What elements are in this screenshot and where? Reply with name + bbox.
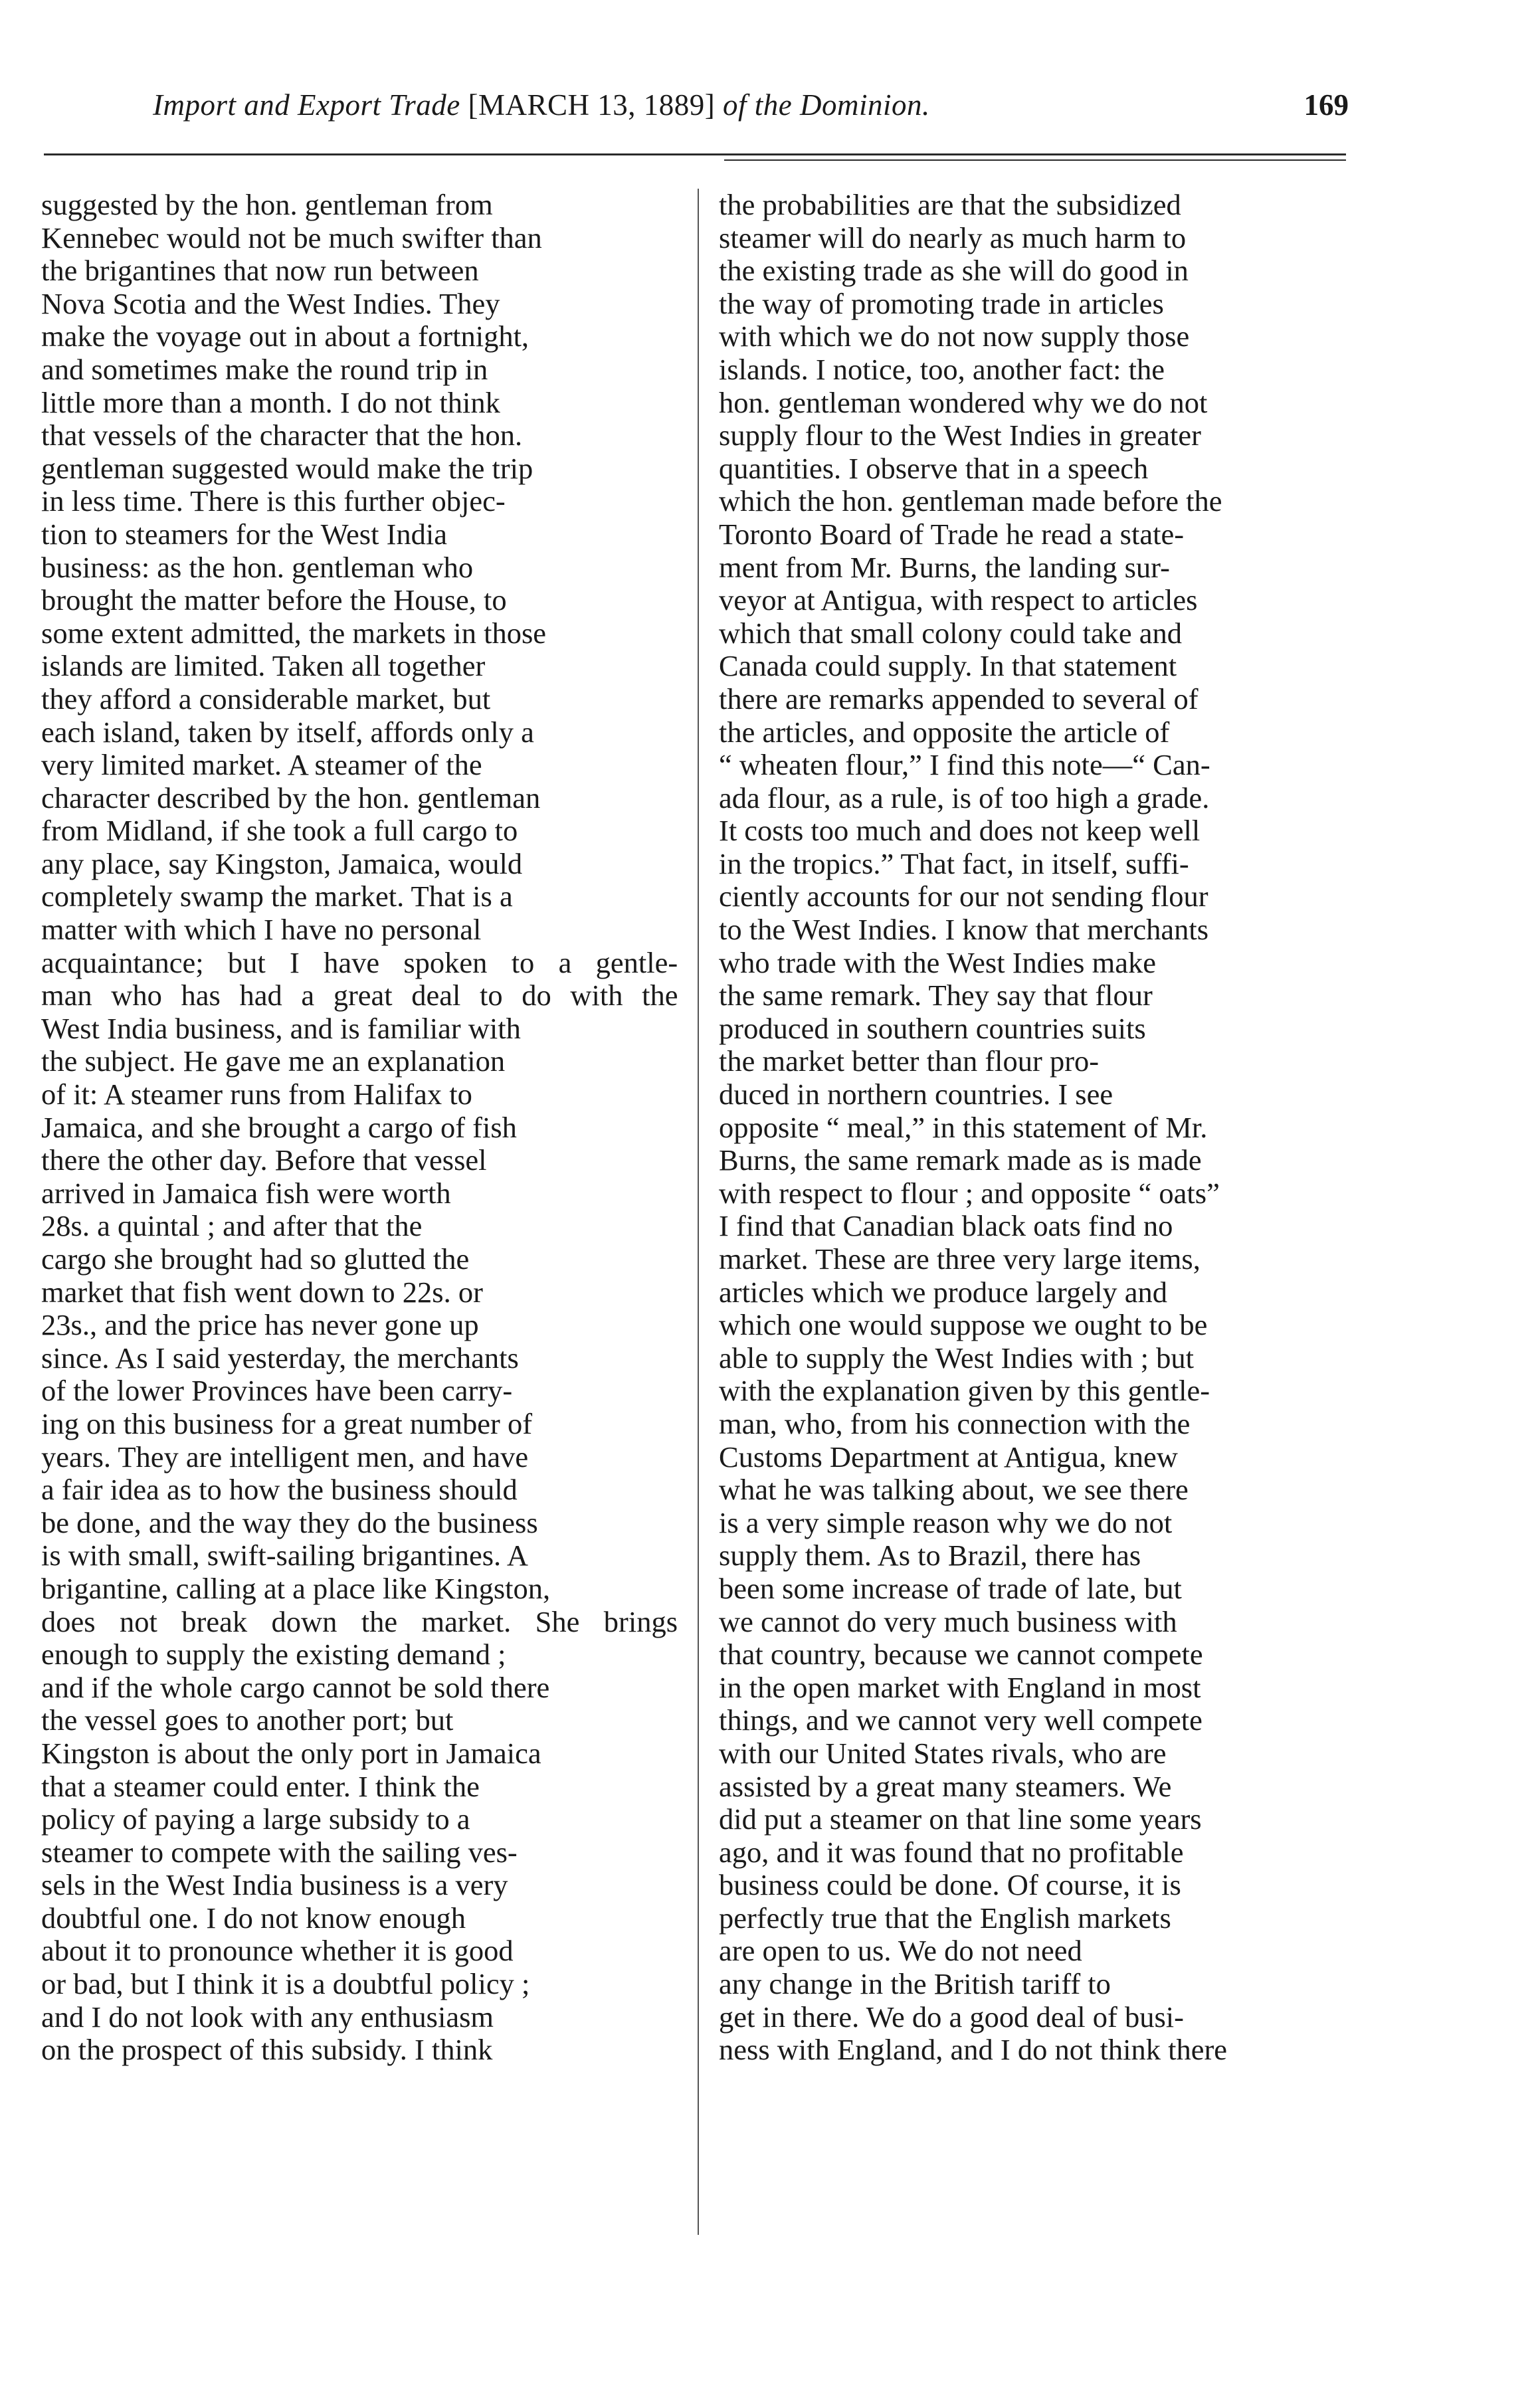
running-title-part1: Import and Export Trade [153, 88, 460, 122]
text-line: since. As I said yesterday, the merchants [41, 1341, 519, 1375]
text-line: quantities. I observe that in a speech [719, 452, 1149, 485]
text-line: market that fish went down to 22s. or [41, 1276, 483, 1309]
text-line: business: as the hon. gentleman who [41, 551, 474, 584]
text-line: from Midland, if she took a full cargo to [41, 814, 518, 848]
text-line: of the lower Provinces have been carry- [41, 1375, 513, 1408]
text-line: in the open market with England in most [719, 1671, 1201, 1704]
text-line: supply them. As to Brazil, there has [719, 1539, 1141, 1573]
text-line: which one would suppose we ought to be [719, 1309, 1208, 1342]
text-line: does not break down the market. She brings [41, 1605, 678, 1638]
text-line: that a steamer could enter. I think the [41, 1770, 480, 1803]
running-title-date: [MARCH 13, 1889] [468, 88, 716, 122]
text-line: Kingston is about the only port in Jamaica [41, 1737, 541, 1770]
running-title [153, 85, 930, 125]
left-column [41, 189, 678, 2067]
text-line: or bad, but I think it is a doubtful policy ; [41, 1968, 530, 2001]
text-line: produced in southern countries suits [719, 1012, 1146, 1045]
text-line: acquaintance; but I have spoken to a gentle- [41, 946, 678, 979]
text-line: been some increase of trade of late, but [719, 1572, 1182, 1605]
text-line: are open to us. We do not need [719, 1935, 1082, 1968]
text-line: in less time. There is this further objec- [41, 485, 506, 518]
header-rule-secondary [724, 159, 1346, 161]
text-line: make the voyage out in about a fortnight, [41, 320, 529, 353]
text-line: West India business, and is familiar with [41, 1012, 521, 1045]
text-line: islands are limited. Taken all together [41, 650, 486, 683]
text-line: to the West Indies. I know that merchants [719, 913, 1209, 947]
text-line: suggested by the hon. gentleman from [41, 189, 493, 221]
text-line: very limited market. A steamer of the [41, 749, 482, 782]
text-line: Jamaica, and she brought a cargo of fish [41, 1111, 517, 1144]
text-line: the market better than flour pro- [719, 1045, 1100, 1078]
text-line: there are remarks appended to several of [719, 682, 1199, 716]
text-line: 23s., and the price has never gone up [41, 1309, 479, 1342]
text-line: market. These are three very large items, [719, 1243, 1201, 1276]
text-line: enough to supply the existing demand ; [41, 1638, 506, 1671]
text-line: they afford a considerable market, but [41, 682, 491, 716]
text-line: brigantine, calling at a place like Kingston, [41, 1572, 551, 1605]
text-line: tion to steamers for the West India [41, 518, 448, 551]
text-line: with our United States rivals, who are [719, 1737, 1167, 1770]
column-divider [698, 189, 699, 2235]
text-line: doubtful one. I do not know enough [41, 1901, 466, 1935]
text-line: sels in the West India business is a very [41, 1869, 508, 1902]
text-line: the articles, and opposite the article of [719, 716, 1170, 749]
text-line: there the other day. Before that vessel [41, 1144, 487, 1177]
text-line: any change in the British tariff to [719, 1968, 1111, 2001]
text-line: the probabilities are that the subsidized [719, 189, 1181, 221]
text-line: with the explanation given by this gentle- [719, 1375, 1210, 1408]
text-line: get in there. We do a good deal of busi- [719, 2000, 1184, 2034]
text-line: which the hon. gentleman made before the [719, 485, 1222, 518]
text-line: veyor at Antigua, with respect to articles [719, 584, 1198, 617]
text-line: years. They are intelligent men, and have [41, 1440, 529, 1474]
text-line: assisted by a great many steamers. We [719, 1770, 1172, 1803]
text-line: ago, and it was found that no profitable [719, 1836, 1184, 1869]
text-line: ment from Mr. Burns, the landing sur- [719, 551, 1170, 584]
text-line: the subject. He gave me an explanation [41, 1045, 506, 1078]
text-line: Nova Scotia and the West Indies. They [41, 287, 500, 320]
text-line: little more than a month. I do not think [41, 386, 500, 419]
text-line: ada flour, as a rule, is of too high a grade. [719, 781, 1210, 814]
text-line: business could be done. Of course, it is [719, 1869, 1181, 1902]
text-line: the way of promoting trade in articles [719, 287, 1164, 320]
text-line: 28s. a quintal ; and after that the [41, 1210, 423, 1243]
text-line: hon. gentleman wondered why we do not [719, 386, 1208, 419]
text-line: steamer to compete with the sailing ves- [41, 1836, 518, 1869]
text-line: is a very simple reason why we do not [719, 1506, 1173, 1539]
text-line: ciently accounts for our not sending flour [719, 880, 1208, 913]
text-line: and if the whole cargo cannot be sold there [41, 1671, 550, 1704]
text-line: that country, because we cannot compete [719, 1638, 1203, 1671]
text-line: be done, and the way they do the business [41, 1506, 538, 1539]
text-line: man, who, from his connection with the [719, 1407, 1191, 1440]
text-line: perfectly true that the English markets [719, 1901, 1171, 1935]
text-line: completely swamp the market. That is a [41, 880, 513, 913]
text-line: and I do not look with any enthusiasm [41, 2000, 494, 2034]
text-line: supply flour to the West Indies in greater [719, 419, 1201, 452]
text-line: is with small, swift-sailing brigantines. A [41, 1539, 528, 1573]
text-line: matter with which I have no personal [41, 913, 482, 947]
text-line: we cannot do very much business with [719, 1605, 1177, 1638]
text-line: Burns, the same remark made as is made [719, 1144, 1202, 1177]
text-line: Customs Department at Antigua, knew [719, 1440, 1178, 1474]
text-line: any place, say Kingston, Jamaica, would [41, 847, 523, 880]
text-line: islands. I notice, too, another fact: the [719, 353, 1165, 386]
text-line: Kennebec would not be much swifter than [41, 221, 542, 254]
header-rule [44, 153, 1346, 155]
text-line: and sometimes make the round trip in [41, 353, 488, 386]
text-line: on the prospect of this subsidy. I think [41, 2034, 493, 2067]
text-line: It costs too much and does not keep well [719, 814, 1201, 848]
text-line: the same remark. They say that flour [719, 979, 1153, 1012]
text-line: the existing trade as she will do good in [719, 254, 1189, 288]
text-line: things, and we cannot very well compete [719, 1704, 1203, 1737]
text-line: “ wheaten flour,” I find this note—“ Can- [719, 749, 1210, 782]
text-line: Toronto Board of Trade he read a state- [719, 518, 1185, 551]
text-line: each island, taken by itself, affords only a [41, 716, 534, 749]
text-line: man who has had a great deal to do with the [41, 979, 678, 1012]
running-header [153, 85, 1349, 138]
text-line: character described by the hon. gentleman [41, 781, 541, 814]
text-line: I find that Canadian black oats find no [719, 1210, 1173, 1243]
text-line: cargo she brought had so glutted the [41, 1243, 470, 1276]
text-line: ness with England, and I do not think there [719, 2034, 1228, 2067]
text-line: brought the matter before the House, to [41, 584, 507, 617]
text-line: that vessels of the character that the hon. [41, 419, 523, 452]
text-line: what he was talking about, we see there [719, 1474, 1189, 1507]
running-title-part2: of the Dominion. [723, 88, 930, 122]
text-line: the vessel goes to another port; but [41, 1704, 454, 1737]
text-line: ing on this business for a great number of [41, 1407, 533, 1440]
text-line: about it to pronounce whether it is good [41, 1935, 514, 1968]
text-line: did put a steamer on that line some years [719, 1803, 1202, 1836]
text-line: a fair idea as to how the business should [41, 1474, 518, 1507]
text-line: Canada could supply. In that statement [719, 650, 1177, 683]
text-line: in the tropics.” That fact, in itself, suffi- [719, 847, 1189, 880]
text-line: some extent admitted, the markets in those [41, 617, 547, 650]
text-line: arrived in Jamaica fish were worth [41, 1177, 451, 1210]
text-line: with respect to flour ; and opposite “ oats” [719, 1177, 1220, 1210]
text-line: policy of paying a large subsidy to a [41, 1803, 470, 1836]
text-line: articles which we produce largely and [719, 1276, 1168, 1309]
page-number: 169 [1303, 88, 1349, 122]
text-line: duced in northern countries. I see [719, 1078, 1113, 1111]
text-line: steamer will do nearly as much harm to [719, 221, 1187, 254]
right-column [719, 189, 1355, 2067]
text-line: opposite “ meal,” in this statement of Mr. [719, 1111, 1208, 1144]
text-line: with which we do not now supply those [719, 320, 1190, 353]
text-line: of it: A steamer runs from Halifax to [41, 1078, 472, 1111]
text-line: who trade with the West Indies make [719, 946, 1156, 979]
text-line: which that small colony could take and [719, 617, 1182, 650]
text-line: the brigantines that now run between [41, 254, 479, 288]
text-line: able to supply the West Indies with ; but [719, 1341, 1194, 1375]
text-line: gentleman suggested would make the trip [41, 452, 533, 485]
